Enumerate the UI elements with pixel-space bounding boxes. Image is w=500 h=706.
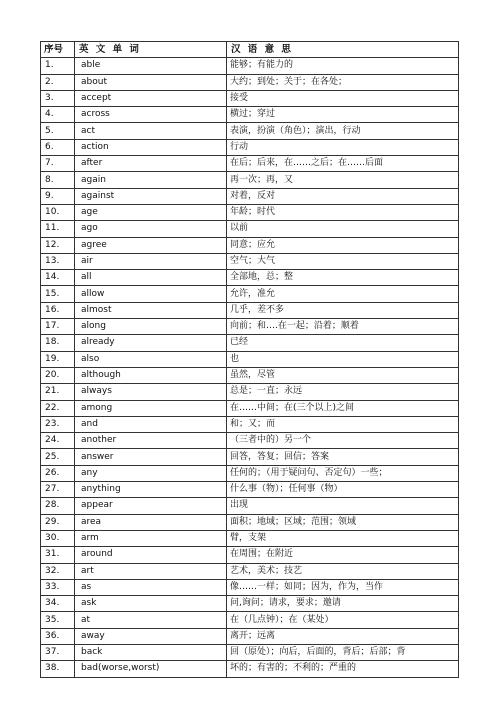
chinese-meaning: 对着，反对 [227, 188, 459, 204]
chinese-meaning: 允许，准允 [227, 286, 459, 302]
table-row [41, 139, 459, 155]
chinese-meaning: （三者中的）另一个 [227, 433, 459, 449]
table-row [41, 449, 459, 465]
english-word: always [75, 384, 227, 400]
english-word: already [75, 335, 227, 351]
row-number: 7. [41, 156, 75, 172]
english-word: art [75, 563, 227, 579]
row-number: 27. [41, 482, 75, 498]
english-word: ask [75, 596, 227, 612]
chinese-meaning: 和；又；而 [227, 416, 459, 432]
row-number: 3. [41, 90, 75, 106]
table-row [41, 286, 459, 302]
table-body [41, 58, 459, 677]
chinese-meaning: 也 [227, 351, 459, 367]
chinese-meaning: 行动 [227, 139, 459, 155]
chinese-meaning: 横过；穿过 [227, 107, 459, 123]
english-word: among [75, 400, 227, 416]
row-number: 10. [41, 204, 75, 220]
table-row [41, 58, 459, 74]
table-row [41, 628, 459, 644]
english-word: along [75, 319, 227, 335]
english-word: allow [75, 286, 227, 302]
english-word: action [75, 139, 227, 155]
row-number: 19. [41, 351, 75, 367]
row-number: 37. [41, 644, 75, 660]
table-row [41, 237, 459, 253]
table-row [41, 74, 459, 90]
chinese-meaning: 回答，答复；回信；答案 [227, 449, 459, 465]
table-row [41, 253, 459, 269]
chinese-meaning: 在后；后来，在……之后；在……后面 [227, 156, 459, 172]
english-word: also [75, 351, 227, 367]
table-row [41, 319, 459, 335]
row-number: 26. [41, 465, 75, 481]
chinese-meaning: 全部地，总；整 [227, 270, 459, 286]
table-row [41, 188, 459, 204]
table-row [41, 482, 459, 498]
table-row [41, 270, 459, 286]
chinese-meaning: 接受 [227, 90, 459, 106]
table-row [41, 400, 459, 416]
chinese-meaning: 面积；地域；区域；范围；领域 [227, 514, 459, 530]
table-row [41, 123, 459, 139]
english-word: around [75, 547, 227, 563]
row-number: 34. [41, 596, 75, 612]
table-row [41, 530, 459, 546]
table-header-row [41, 42, 459, 58]
chinese-meaning: 在……中间；在(三个以上)之间 [227, 400, 459, 416]
chinese-meaning: 出现 [227, 498, 459, 514]
table-row [41, 612, 459, 628]
row-number: 33. [41, 579, 75, 595]
table-row [41, 351, 459, 367]
row-number: 25. [41, 449, 75, 465]
row-number: 14. [41, 270, 75, 286]
row-number: 12. [41, 237, 75, 253]
table-row [41, 433, 459, 449]
english-word: act [75, 123, 227, 139]
row-number: 32. [41, 563, 75, 579]
table-row [41, 107, 459, 123]
row-number: 2. [41, 74, 75, 90]
chinese-meaning: 空气；大气 [227, 253, 459, 269]
english-word: any [75, 465, 227, 481]
english-word: again [75, 172, 227, 188]
english-word: and [75, 416, 227, 432]
chinese-meaning: 像……一样；如同；因为，作为，当作 [227, 579, 459, 595]
row-number: 13. [41, 253, 75, 269]
chinese-meaning: 虽然，尽管 [227, 367, 459, 383]
row-number: 5. [41, 123, 75, 139]
column-header-word: 英 文 单 词 [75, 42, 227, 58]
english-word: against [75, 188, 227, 204]
chinese-meaning: 几乎，差不多 [227, 302, 459, 318]
table-row [41, 563, 459, 579]
english-word: away [75, 628, 227, 644]
row-number: 16. [41, 302, 75, 318]
chinese-meaning: 表演，扮演（角色）；演出，行动 [227, 123, 459, 139]
english-word: all [75, 270, 227, 286]
chinese-meaning: 艺术，美术；技艺 [227, 563, 459, 579]
table-row [41, 90, 459, 106]
english-word: about [75, 74, 227, 90]
chinese-meaning: 大约；到处；关于；在各处； [227, 74, 459, 90]
row-number: 31. [41, 547, 75, 563]
row-number: 21. [41, 384, 75, 400]
english-word: anything [75, 482, 227, 498]
table-row [41, 302, 459, 318]
table-row [41, 547, 459, 563]
table-row [41, 156, 459, 172]
row-number: 18. [41, 335, 75, 351]
english-word: as [75, 579, 227, 595]
table-row [41, 514, 459, 530]
chinese-meaning: 坏的；有害的；不利的；严重的 [227, 661, 459, 677]
chinese-meaning: 再一次；再，又 [227, 172, 459, 188]
row-number: 20. [41, 367, 75, 383]
english-word: after [75, 156, 227, 172]
chinese-meaning: 在周围；在附近 [227, 547, 459, 563]
row-number: 29. [41, 514, 75, 530]
chinese-meaning: 同意；应允 [227, 237, 459, 253]
english-word: age [75, 204, 227, 220]
english-word: ago [75, 221, 227, 237]
row-number: 38. [41, 661, 75, 677]
row-number: 24. [41, 433, 75, 449]
chinese-meaning: 离开；远离 [227, 628, 459, 644]
table-row [41, 661, 459, 677]
row-number: 28. [41, 498, 75, 514]
english-word: air [75, 253, 227, 269]
chinese-meaning: 向前；和….在一起；沿着；顺着 [227, 319, 459, 335]
row-number: 1. [41, 58, 75, 74]
table-row [41, 596, 459, 612]
english-word: back [75, 644, 227, 660]
table-row [41, 221, 459, 237]
english-word: answer [75, 449, 227, 465]
english-word: at [75, 612, 227, 628]
english-word: another [75, 433, 227, 449]
english-word: appear [75, 498, 227, 514]
table-row [41, 644, 459, 660]
table-row [41, 416, 459, 432]
row-number: 4. [41, 107, 75, 123]
chinese-meaning: 在（几点钟）；在（某处） [227, 612, 459, 628]
table-row [41, 172, 459, 188]
row-number: 8. [41, 172, 75, 188]
chinese-meaning: 以前 [227, 221, 459, 237]
chinese-meaning: 年龄；时代 [227, 204, 459, 220]
english-word: area [75, 514, 227, 530]
english-word: arm [75, 530, 227, 546]
english-word: almost [75, 302, 227, 318]
table-row [41, 498, 459, 514]
english-word: able [75, 58, 227, 74]
english-word: although [75, 367, 227, 383]
chinese-meaning: 问,询问；请求，要求；邀请 [227, 596, 459, 612]
row-number: 15. [41, 286, 75, 302]
table-row [41, 465, 459, 481]
english-word: across [75, 107, 227, 123]
row-number: 17. [41, 319, 75, 335]
english-word: bad(worse,worst) [75, 661, 227, 677]
vocabulary-table [40, 41, 459, 678]
row-number: 22. [41, 400, 75, 416]
chinese-meaning: 能够；有能力的 [227, 58, 459, 74]
column-header-meaning: 汉 语 意 思 [227, 42, 459, 58]
chinese-meaning: 臂，支架 [227, 530, 459, 546]
table-row [41, 335, 459, 351]
table-row [41, 384, 459, 400]
chinese-meaning: 已经 [227, 335, 459, 351]
row-number: 6. [41, 139, 75, 155]
table-row [41, 367, 459, 383]
table-row [41, 204, 459, 220]
chinese-meaning: 回（原处）；向后，后面的，背后；后部；背 [227, 644, 459, 660]
chinese-meaning: 什么事（物）；任何事（物） [227, 482, 459, 498]
row-number: 11. [41, 221, 75, 237]
table-row [41, 579, 459, 595]
column-header-number: 序号 [41, 42, 75, 58]
row-number: 36. [41, 628, 75, 644]
row-number: 9. [41, 188, 75, 204]
row-number: 35. [41, 612, 75, 628]
english-word: agree [75, 237, 227, 253]
chinese-meaning: 总是；一直；永远 [227, 384, 459, 400]
chinese-meaning: 任何的；（用于疑问句、否定句）一些； [227, 465, 459, 481]
english-word: accept [75, 90, 227, 106]
row-number: 23. [41, 416, 75, 432]
row-number: 30. [41, 530, 75, 546]
